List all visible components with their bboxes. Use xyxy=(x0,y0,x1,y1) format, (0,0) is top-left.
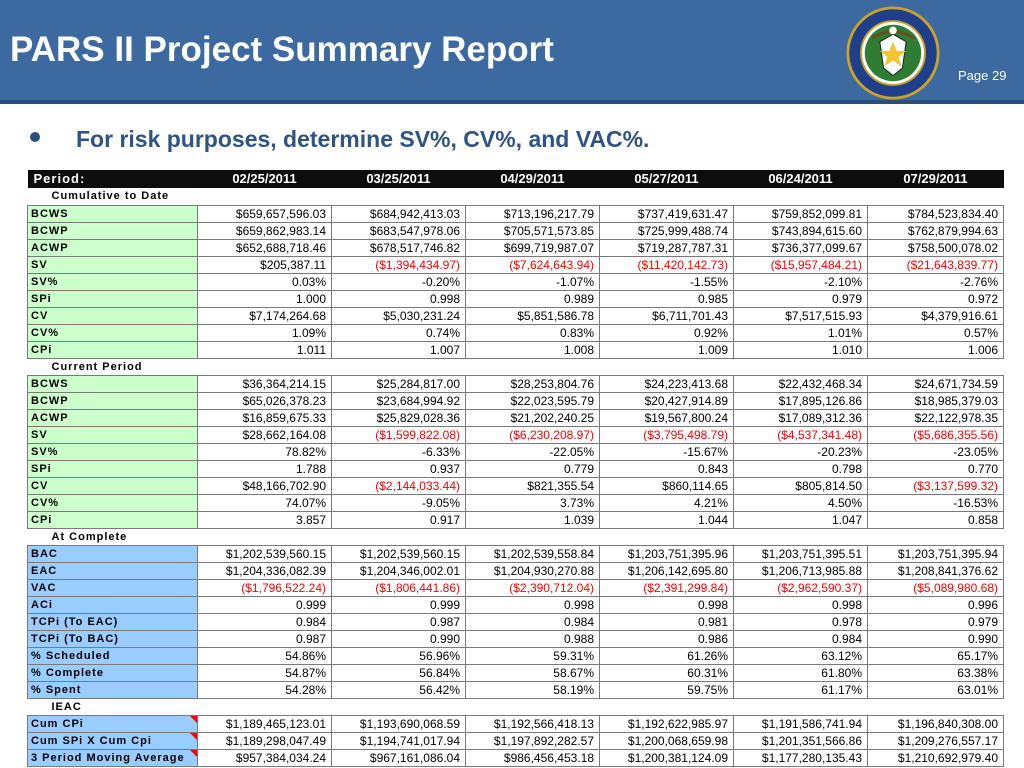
table-cell: $737,419,631.47 xyxy=(600,205,734,222)
table-cell: ($7,624,643.94) xyxy=(466,256,600,273)
table-cell: $659,862,983.14 xyxy=(198,222,332,239)
table-cell: -15.67% xyxy=(600,443,734,460)
table-cell: 0.972 xyxy=(868,290,1004,307)
table-cell: -16.53% xyxy=(868,494,1004,511)
row-label xyxy=(28,732,198,749)
table-cell: $1,203,751,395.94 xyxy=(868,545,1004,562)
row-label-text: ACWP xyxy=(31,411,69,424)
table-row xyxy=(28,494,1004,511)
row-label-text: EAC xyxy=(31,564,58,577)
row-label xyxy=(28,596,198,613)
table-cell: $17,089,312.36 xyxy=(734,409,868,426)
table-cell: 0.987 xyxy=(198,630,332,647)
row-label-text: 3 Period Moving Average xyxy=(31,751,185,764)
table-row xyxy=(28,290,1004,307)
row-label-text: TCPi (To BAC) xyxy=(31,632,119,645)
table-cell: 0.989 xyxy=(466,290,600,307)
table-cell: 61.80% xyxy=(734,664,868,681)
table-cell: $1,202,539,558.84 xyxy=(466,545,600,562)
period-date: 03/25/2011 xyxy=(332,170,466,188)
period-date: 05/27/2011 xyxy=(600,170,734,188)
table-cell: $957,384,034.24 xyxy=(198,749,332,766)
table-cell: ($1,599,822.08) xyxy=(332,426,466,443)
table-cell: $1,197,892,282.57 xyxy=(466,732,600,749)
table-cell: $24,223,413.68 xyxy=(600,375,734,392)
section-title: IEAC xyxy=(51,700,82,713)
table-row xyxy=(28,443,1004,460)
table-cell: 56.42% xyxy=(332,681,466,698)
period-date: 04/29/2011 xyxy=(466,170,600,188)
section-title: At Complete xyxy=(51,530,128,543)
table-cell: $22,023,595.79 xyxy=(466,392,600,409)
table-cell: $1,210,692,979.40 xyxy=(868,749,1004,766)
table-cell: 63.38% xyxy=(868,664,1004,681)
table-cell: $6,711,701.43 xyxy=(600,307,734,324)
row-label-text: SPi xyxy=(31,462,52,475)
comment-marker-icon[interactable] xyxy=(190,716,197,723)
table-row xyxy=(28,749,1004,766)
period-date: 02/25/2011 xyxy=(198,170,332,188)
table-cell: 61.17% xyxy=(734,681,868,698)
table-cell: $16,859,675.33 xyxy=(198,409,332,426)
period-label: Period: xyxy=(28,170,198,188)
table-row xyxy=(28,307,1004,324)
table-row xyxy=(28,477,1004,494)
row-label-text: CV xyxy=(31,309,49,322)
table-cell: 3.857 xyxy=(198,511,332,528)
table-row xyxy=(28,596,1004,613)
table-cell: $22,432,468.34 xyxy=(734,375,868,392)
project-summary-table xyxy=(27,170,1004,767)
table-cell: $821,355.54 xyxy=(466,477,600,494)
period-date: 06/24/2011 xyxy=(734,170,868,188)
row-label xyxy=(28,256,198,273)
table-row xyxy=(28,579,1004,596)
row-label xyxy=(28,664,198,681)
table-cell: $678,517,746.82 xyxy=(332,239,466,256)
table-cell: 1.011 xyxy=(198,341,332,358)
table-row xyxy=(28,341,1004,358)
table-cell: $1,204,930,270.88 xyxy=(466,562,600,579)
table-cell: -1.55% xyxy=(600,273,734,290)
table-cell: ($4,537,341.48) xyxy=(734,426,868,443)
table-row xyxy=(28,613,1004,630)
table-cell: 1.047 xyxy=(734,511,868,528)
row-label-text: ACi xyxy=(31,598,53,611)
table-row xyxy=(28,664,1004,681)
row-label xyxy=(28,324,198,341)
table-cell: 65.17% xyxy=(868,647,1004,664)
table-cell: 0.984 xyxy=(466,613,600,630)
table-cell: 0.987 xyxy=(332,613,466,630)
row-label-text: BCWS xyxy=(31,377,69,390)
table-cell: ($2,962,590.37) xyxy=(734,579,868,596)
table-cell: 0.858 xyxy=(868,511,1004,528)
row-label xyxy=(28,494,198,511)
table-cell: -9.05% xyxy=(332,494,466,511)
table-cell: $725,999,488.74 xyxy=(600,222,734,239)
table-cell: 1.09% xyxy=(198,324,332,341)
table-cell: ($2,391,299.84) xyxy=(600,579,734,596)
table-cell: 78.82% xyxy=(198,443,332,460)
row-label xyxy=(28,443,198,460)
table-row xyxy=(28,426,1004,443)
row-label-text: ACWP xyxy=(31,241,69,254)
table-cell: 1.008 xyxy=(466,341,600,358)
table-cell: $1,208,841,376.62 xyxy=(868,562,1004,579)
table-cell: 1.01% xyxy=(734,324,868,341)
row-label xyxy=(28,477,198,494)
table-cell: 1.007 xyxy=(332,341,466,358)
table-cell: -6.33% xyxy=(332,443,466,460)
row-label xyxy=(28,273,198,290)
table-cell: 0.937 xyxy=(332,460,466,477)
table-cell: ($1,394,434.97) xyxy=(332,256,466,273)
table-cell: ($15,957,484.21) xyxy=(734,256,868,273)
table-cell: 0.999 xyxy=(198,596,332,613)
table-cell: 58.19% xyxy=(466,681,600,698)
table-row xyxy=(28,732,1004,749)
table-cell: 54.87% xyxy=(198,664,332,681)
table-cell: ($1,796,522.24) xyxy=(198,579,332,596)
table-cell: $205,387.11 xyxy=(198,256,332,273)
table-row xyxy=(28,392,1004,409)
table-cell: 0.981 xyxy=(600,613,734,630)
table-cell: 1.788 xyxy=(198,460,332,477)
table-row xyxy=(28,715,1004,732)
comment-marker-icon[interactable] xyxy=(190,733,197,740)
table-cell: 0.779 xyxy=(466,460,600,477)
table-cell: $652,688,718.46 xyxy=(198,239,332,256)
table-cell: $967,161,086.04 xyxy=(332,749,466,766)
table-cell: -22.05% xyxy=(466,443,600,460)
row-label xyxy=(28,562,198,579)
row-label xyxy=(28,545,198,562)
table-cell: 0.996 xyxy=(868,596,1004,613)
row-label xyxy=(28,749,198,766)
table-cell: 0.798 xyxy=(734,460,868,477)
table-cell: 1.000 xyxy=(198,290,332,307)
row-label xyxy=(28,715,198,732)
table-cell: 0.998 xyxy=(466,596,600,613)
table-cell: $20,427,914.89 xyxy=(600,392,734,409)
table-cell: -2.76% xyxy=(868,273,1004,290)
table-cell: $65,026,378.23 xyxy=(198,392,332,409)
table-cell: 1.010 xyxy=(734,341,868,358)
table-cell: 0.986 xyxy=(600,630,734,647)
table-cell: 0.998 xyxy=(332,290,466,307)
row-label-text: % Scheduled xyxy=(31,649,111,662)
doe-seal-icon xyxy=(846,6,940,100)
row-label-text: BCWP xyxy=(31,394,69,407)
table-cell: ($5,089,980.68) xyxy=(868,579,1004,596)
table-cell: 0.979 xyxy=(734,290,868,307)
table-cell: $805,814.50 xyxy=(734,477,868,494)
row-label xyxy=(28,460,198,477)
section-header-row xyxy=(28,358,1004,375)
period-date: 07/29/2011 xyxy=(868,170,1004,188)
table-cell: $758,500,078.02 xyxy=(868,239,1004,256)
table-cell: ($2,390,712.04) xyxy=(466,579,600,596)
table-cell: 0.74% xyxy=(332,324,466,341)
row-label xyxy=(28,290,198,307)
row-label xyxy=(28,409,198,426)
table-cell: $22,122,978.35 xyxy=(868,409,1004,426)
table-row xyxy=(28,409,1004,426)
table-row xyxy=(28,511,1004,528)
table-cell: $683,547,978.06 xyxy=(332,222,466,239)
table-cell: 0.985 xyxy=(600,290,734,307)
table-cell: $1,177,280,135.43 xyxy=(734,749,868,766)
row-label xyxy=(28,205,198,222)
table-cell: $25,284,817.00 xyxy=(332,375,466,392)
table-cell: 61.26% xyxy=(600,647,734,664)
table-row xyxy=(28,647,1004,664)
table-cell: $1,200,068,659.98 xyxy=(600,732,734,749)
table-cell: $19,567,800.24 xyxy=(600,409,734,426)
table-cell: $684,942,413.03 xyxy=(332,205,466,222)
row-label xyxy=(28,426,198,443)
table-cell: $1,200,381,124.09 xyxy=(600,749,734,766)
section-header-row xyxy=(28,698,1004,715)
table-cell: 0.978 xyxy=(734,613,868,630)
table-cell: $1,202,539,560.15 xyxy=(198,545,332,562)
table-row xyxy=(28,375,1004,392)
table-cell: 59.75% xyxy=(600,681,734,698)
table-cell: -23.05% xyxy=(868,443,1004,460)
table-row xyxy=(28,324,1004,341)
table-cell: 63.12% xyxy=(734,647,868,664)
row-label xyxy=(28,647,198,664)
row-label-text: CPi xyxy=(31,513,53,526)
row-label-text: SV xyxy=(31,428,48,441)
table-cell: $28,253,804.76 xyxy=(466,375,600,392)
table-cell: $1,206,142,695.80 xyxy=(600,562,734,579)
section-header-row xyxy=(28,528,1004,545)
table-row xyxy=(28,205,1004,222)
row-label-text: % Complete xyxy=(31,666,104,679)
table-cell: $1,203,751,395.96 xyxy=(600,545,734,562)
table-cell: 58.67% xyxy=(466,664,600,681)
table-cell: 3.73% xyxy=(466,494,600,511)
table-cell: ($3,795,498.79) xyxy=(600,426,734,443)
table-cell: 0.843 xyxy=(600,460,734,477)
row-label xyxy=(28,222,198,239)
table-cell: 0.92% xyxy=(600,324,734,341)
row-label-text: CV% xyxy=(31,326,60,339)
table-cell: -1.07% xyxy=(466,273,600,290)
period-header-row xyxy=(28,170,1004,188)
table-cell: $7,517,515.93 xyxy=(734,307,868,324)
table-cell: 0.57% xyxy=(868,324,1004,341)
table-cell: 0.999 xyxy=(332,596,466,613)
table-cell: $36,364,214.15 xyxy=(198,375,332,392)
table-cell: $743,894,615.60 xyxy=(734,222,868,239)
row-label-text: Cum CPi xyxy=(31,717,84,730)
header-banner xyxy=(0,0,1024,104)
table-cell: 4.50% xyxy=(734,494,868,511)
table-cell: $5,851,586.78 xyxy=(466,307,600,324)
row-label-text: BAC xyxy=(31,547,58,560)
table-cell: 1.039 xyxy=(466,511,600,528)
comment-marker-icon[interactable] xyxy=(190,750,197,757)
table-row xyxy=(28,460,1004,477)
row-label xyxy=(28,392,198,409)
table-cell: $21,202,240.25 xyxy=(466,409,600,426)
table-cell: $759,852,099.81 xyxy=(734,205,868,222)
table-cell: 0.984 xyxy=(198,613,332,630)
section-header-row xyxy=(28,188,1004,205)
table-cell: $860,114.65 xyxy=(600,477,734,494)
table-cell: ($1,806,441.86) xyxy=(332,579,466,596)
row-label xyxy=(28,630,198,647)
row-label-text: SPi xyxy=(31,292,52,305)
page-number: Page 29 xyxy=(958,68,1007,83)
table-cell: 0.03% xyxy=(198,273,332,290)
table-cell: $1,192,622,985.97 xyxy=(600,715,734,732)
table-cell: 0.917 xyxy=(332,511,466,528)
table-row xyxy=(28,256,1004,273)
table-cell: 0.979 xyxy=(868,613,1004,630)
row-label xyxy=(28,341,198,358)
table-cell: 56.84% xyxy=(332,664,466,681)
table-cell: $736,377,099.67 xyxy=(734,239,868,256)
table-cell: -2.10% xyxy=(734,273,868,290)
row-label-text: % Spent xyxy=(31,683,82,696)
table-cell: $659,657,596.03 xyxy=(198,205,332,222)
table-cell: $48,166,702.90 xyxy=(198,477,332,494)
page-title: PARS II Project Summary Report xyxy=(10,30,554,69)
table-cell: ($21,643,839.77) xyxy=(868,256,1004,273)
table-cell: $1,191,586,741.94 xyxy=(734,715,868,732)
table-cell: 4.21% xyxy=(600,494,734,511)
table-row xyxy=(28,562,1004,579)
row-label-text: VAC xyxy=(31,581,57,594)
table-cell: 0.83% xyxy=(466,324,600,341)
table-cell: ($3,137,599.32) xyxy=(868,477,1004,494)
table-cell: 59.31% xyxy=(466,647,600,664)
table-cell: ($5,686,355.56) xyxy=(868,426,1004,443)
table-cell: -0.20% xyxy=(332,273,466,290)
table-cell: $28,662,164.08 xyxy=(198,426,332,443)
table-cell: $1,202,539,560.15 xyxy=(332,545,466,562)
table-row xyxy=(28,273,1004,290)
table-cell: $713,196,217.79 xyxy=(466,205,600,222)
table-cell: 1.006 xyxy=(868,341,1004,358)
row-label-text: CPi xyxy=(31,343,53,356)
table-row xyxy=(28,681,1004,698)
table-row xyxy=(28,630,1004,647)
table-cell: 0.998 xyxy=(600,596,734,613)
table-cell: 54.86% xyxy=(198,647,332,664)
table-cell: 54.28% xyxy=(198,681,332,698)
row-label xyxy=(28,239,198,256)
row-label-text: SV% xyxy=(31,445,59,458)
table-cell: $1,201,351,566.86 xyxy=(734,732,868,749)
row-label xyxy=(28,613,198,630)
table-cell: $784,523,834.40 xyxy=(868,205,1004,222)
table-cell: 0.770 xyxy=(868,460,1004,477)
table-cell: $1,204,336,082.39 xyxy=(198,562,332,579)
table-cell: -20.23% xyxy=(734,443,868,460)
table-cell: 0.990 xyxy=(868,630,1004,647)
row-label-text: Cum SPi X Cum Cpi xyxy=(31,734,152,747)
table-row xyxy=(28,239,1004,256)
table-cell: $1,193,690,068.59 xyxy=(332,715,466,732)
row-label-text: SV% xyxy=(31,275,59,288)
table-cell: $18,985,379.03 xyxy=(868,392,1004,409)
table-cell: $1,204,346,002.01 xyxy=(332,562,466,579)
table-cell: $5,030,231.24 xyxy=(332,307,466,324)
row-label xyxy=(28,511,198,528)
table-cell: 0.998 xyxy=(734,596,868,613)
row-label xyxy=(28,307,198,324)
table-cell: $705,571,573.85 xyxy=(466,222,600,239)
table-cell: 60.31% xyxy=(600,664,734,681)
table-cell: 1.009 xyxy=(600,341,734,358)
row-label xyxy=(28,375,198,392)
table-cell: $719,287,787.31 xyxy=(600,239,734,256)
table-cell: $1,194,741,017.94 xyxy=(332,732,466,749)
bullet-text: For risk purposes, determine SV%, CV%, and VAC%. xyxy=(76,126,650,152)
table-cell: ($6,230,208.97) xyxy=(466,426,600,443)
table-cell: 1.044 xyxy=(600,511,734,528)
table-cell: 56.96% xyxy=(332,647,466,664)
table-row xyxy=(28,545,1004,562)
table-cell: ($2,144,033.44) xyxy=(332,477,466,494)
table-cell: $24,671,734.59 xyxy=(868,375,1004,392)
table-cell: $7,174,264.68 xyxy=(198,307,332,324)
table-cell: $17,895,126.86 xyxy=(734,392,868,409)
table-cell: $1,206,713,985.88 xyxy=(734,562,868,579)
table-cell: 0.988 xyxy=(466,630,600,647)
table-cell: 74.07% xyxy=(198,494,332,511)
row-label-text: SV xyxy=(31,258,48,271)
table-cell: $986,456,453.18 xyxy=(466,749,600,766)
table-cell: $699,719,987.07 xyxy=(466,239,600,256)
row-label-text: BCWP xyxy=(31,224,69,237)
table-cell: $762,879,994.63 xyxy=(868,222,1004,239)
row-label-text: CV% xyxy=(31,496,60,509)
row-label-text: BCWS xyxy=(31,207,69,220)
table-cell: $1,189,465,123.01 xyxy=(198,715,332,732)
table-cell: $1,189,298,047.49 xyxy=(198,732,332,749)
row-label xyxy=(28,579,198,596)
table-cell: $4,379,916.61 xyxy=(868,307,1004,324)
row-label-text: TCPi (To EAC) xyxy=(31,615,119,628)
bullet-point-icon xyxy=(30,132,40,142)
table-cell: $1,203,751,395.51 xyxy=(734,545,868,562)
table-cell: $1,209,276,557.17 xyxy=(868,732,1004,749)
table-cell: $23,684,994.92 xyxy=(332,392,466,409)
table-cell: $1,192,566,418.13 xyxy=(466,715,600,732)
row-label xyxy=(28,681,198,698)
table-cell: 0.984 xyxy=(734,630,868,647)
table-cell: $1,196,840,308.00 xyxy=(868,715,1004,732)
section-title: Current Period xyxy=(51,360,143,373)
section-title: Cumulative to Date xyxy=(51,190,170,203)
row-label-text: CV xyxy=(31,479,49,492)
table-row xyxy=(28,222,1004,239)
table-cell: ($11,420,142.73) xyxy=(600,256,734,273)
table-cell: 0.990 xyxy=(332,630,466,647)
table-cell: $25,829,028.36 xyxy=(332,409,466,426)
table-cell: 63.01% xyxy=(868,681,1004,698)
